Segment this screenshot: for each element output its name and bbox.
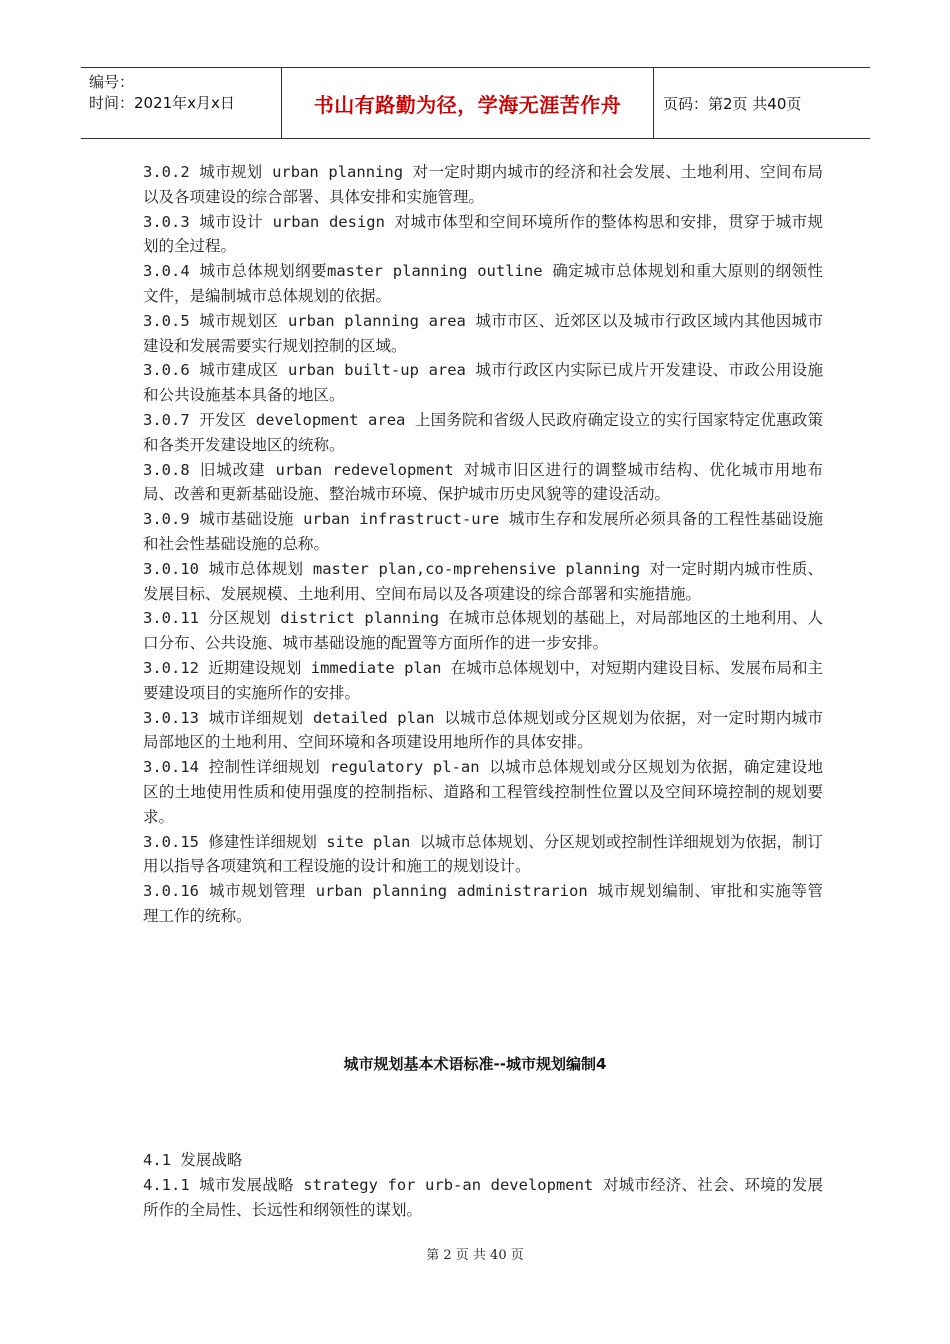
- paragraph: 3.0.7 开发区 development area 上国务院和省级人民政府确定设立的实行国家特定优惠政策和各类开发建设地区的统称。: [143, 410, 823, 454]
- paragraph: 3.0.6 城市建成区 urban built-up area 城市行政区内实际已成片开发建设、市政公用设施和公共设施基本具备的地区。: [143, 361, 823, 405]
- header-page-info: 页码：第2页 共40页: [663, 94, 802, 113]
- paragraph: 3.0.3 城市设计 urban design 对城市体型和空间环境所作的整体构思和安排，贯穿于城市规划的全过程。: [143, 212, 823, 256]
- document-number-label: 编号：: [89, 73, 135, 91]
- paragraph: 3.0.16 城市规划管理 urban planning administrarion 城市规划编制、审批和实施等管理工作的统称。: [143, 882, 823, 925]
- paragraph: 3.0.2 城市规划 urban planning 对一定时期内城市的经济和社会发展、土地利用、空间布局以及各项建设的综合部署、具体安排和实施管理。: [143, 163, 823, 206]
- paragraph: 3.0.14 控制性详细规划 regulatory pl-an 以城市总体规划或分区规划为依据，确定建设地区的土地使用性质和使用强度的控制指标、道路和工程管线控制性位置以及空间环境控制的规划要求。: [143, 758, 823, 826]
- paragraph: 3.0.5 城市规划区 urban planning area 城市市区、近郊区以及城市行政区域内其他因城市建设和发展需要实行规划控制的区域。: [143, 311, 823, 355]
- section-body-text: [143, 1148, 823, 1222]
- subsection-title: 4.1 发展战略: [143, 1151, 243, 1169]
- paragraph: 3.0.12 近期建设规划 immediate plan 在城市总体规划中，对短期内建设目标、发展布局和主要建设项目的实施所作的安排。: [143, 658, 823, 702]
- paragraph: 3.0.8 旧城改建 urban redevelopment 对城市旧区进行的调整城市结构、优化城市用地布局、改善和更新基础设施、整治城市环境、保护城市历史风貌等的建设活动。: [143, 460, 823, 504]
- paragraph: 3.0.13 城市详细规划 detailed plan 以城市总体规划或分区规划为依据，对一定时期内城市局部地区的土地利用、空间环境和各项建设用地所作的具体安排。: [143, 708, 823, 752]
- body-text: [143, 160, 823, 929]
- paragraph: 4.1.1 城市发展战略 strategy for urb-an development 对城市经济、社会、环境的发展所作的全局性、长远性和纲领性的谋划。: [143, 1175, 823, 1219]
- page-header: [81, 67, 870, 139]
- page-footer: 第 2 页 共 40 页: [426, 1248, 524, 1263]
- header-motto: 书山有路勤为径，学海无涯苦作舟: [281, 68, 654, 138]
- paragraph: 3.0.11 分区规划 district planning 在城市总体规划的基础上，对局部地区的土地利用、人口分布、公共设施、城市基础设施的配置等方面所作的进一步安排。: [143, 609, 823, 653]
- header-meta: [81, 68, 281, 138]
- paragraph: 3.0.9 城市基础设施 urban infrastruct-ure 城市生存和发展所必须具备的工程性基础设施和社会性基础设施的总称。: [143, 510, 823, 553]
- paragraph: 3.0.10 城市总体规划 master plan,co-mprehensive planning 对一定时期内城市性质、发展目标、发展规模、土地利用、空间布局以及各项建设的综合部署和实施措施。: [143, 559, 823, 603]
- paragraph: 3.0.15 修建性详细规划 site plan 以城市总体规划、分区规划或控制性详细规划为依据，制订用以指导各项建筑和工程设施的设计和施工的规划设计。: [143, 832, 823, 876]
- section-heading: 城市规划基本术语标准--城市规划编制4: [343, 1055, 607, 1073]
- paragraph: 3.0.4 城市总体规划纲要master planning outline 确定城市总体规划和重大原则的纲领性文件，是编制城市总体规划的依据。: [143, 262, 823, 305]
- document-date: 时间：2021年x月x日: [89, 94, 235, 112]
